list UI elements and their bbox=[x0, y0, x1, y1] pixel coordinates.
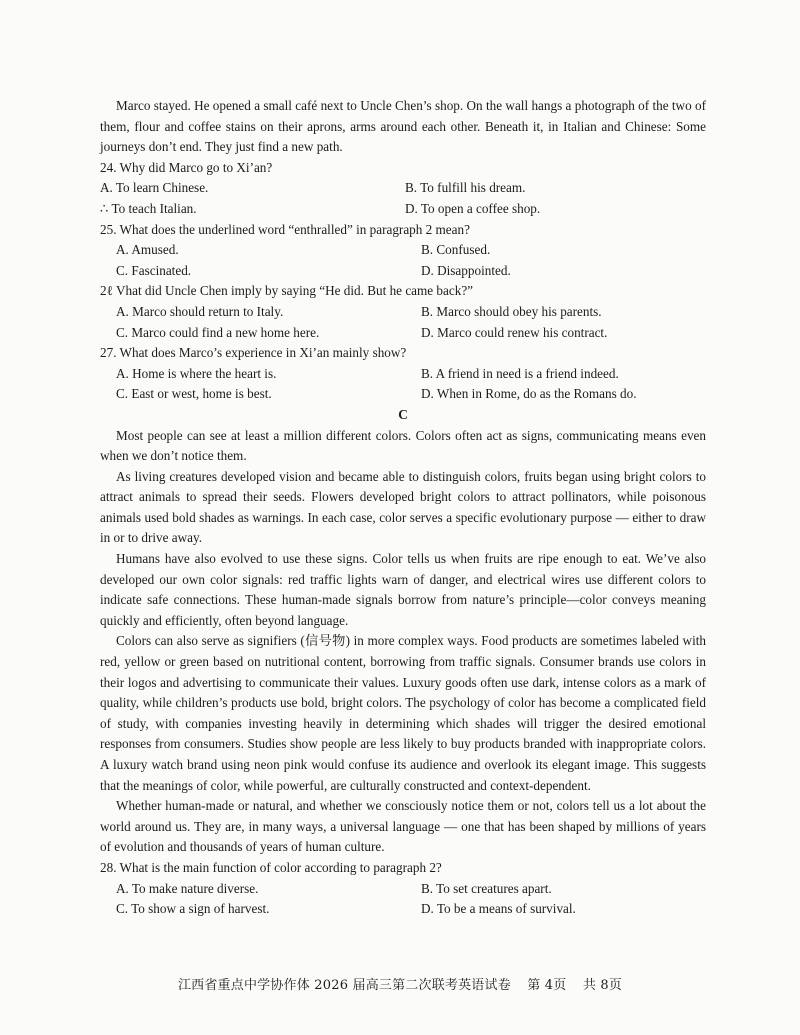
page-total: 共 8页 bbox=[582, 978, 623, 993]
option-a: A. To make nature diverse. bbox=[116, 880, 259, 896]
question-stem: 24. Why did Marco go to Xi’an? bbox=[100, 159, 273, 175]
passage-paragraph: As living creatures developed vision and became able to distinguish colors, fruits began using bright colors to attract animals to spread their seeds. Flowers developed bright colors to attract pollinators, while poisonous animals used bold shades as warnings. In each case, color serves a specific evolutionary purpose — either to draw in or to drive away. bbox=[100, 468, 706, 546]
option-c: C. Fascinated. bbox=[116, 262, 192, 278]
question-stem: 27. What does Marco’s experience in Xi’an mainly show? bbox=[100, 345, 407, 361]
question-stem: 25. What does the underlined word “enthralled” in paragraph 2 mean? bbox=[100, 221, 470, 237]
passage-paragraph: Whether human-made or natural, and whether we consciously notice them or not, colors tell us a lot about the world around us. They are, in many ways, a universal language — one that has been shaped by millions of years of evolution and thousands of years of human culture. bbox=[100, 798, 706, 855]
exam-title: 江西省重点中学协作体 2026 届高三第二次联考英语试卷 bbox=[177, 978, 511, 993]
option-c: C. To show a sign of harvest. bbox=[116, 901, 270, 917]
option-b: B. Marco should obey his parents. bbox=[421, 303, 602, 319]
passage-paragraph: Marco stayed. He opened a small café next to Uncle Chen’s shop. On the wall hangs a photograph of the two of them, flour and coffee stains on their aprons, arms around each other. Beneath it, in Italian and Chinese: Some journeys don’t end. They just find a new path. bbox=[100, 98, 706, 155]
option-d: D. To open a coffee shop. bbox=[405, 200, 541, 216]
section-heading: C bbox=[398, 406, 408, 422]
passage-paragraph: Humans have also evolved to use these signs. Color tells us when fruits are ripe enough to eat. We’ve also developed our own color signals: red traffic lights warn of danger, and electrical wires use different colors to indicate safe connections. These human-made signals borrow from nature’s principle—color conveys meaning quickly and efficiently, often beyond language. bbox=[100, 551, 706, 628]
page-content bbox=[100, 96, 706, 920]
option-a: A. To learn Chinese. bbox=[100, 180, 209, 196]
question-24 bbox=[100, 158, 706, 220]
option-c: C. East or west, home is best. bbox=[116, 386, 272, 402]
page-footer bbox=[0, 976, 800, 997]
option-a: A. Home is where the heart is. bbox=[116, 365, 277, 381]
option-b: B. A friend in need is a friend indeed. bbox=[421, 365, 619, 381]
option-a: A. Marco should return to Italy. bbox=[116, 303, 284, 319]
question-stem: 28. What is the main function of color according to paragraph 2? bbox=[100, 859, 442, 875]
question-25 bbox=[100, 220, 706, 282]
question-26 bbox=[100, 281, 706, 343]
option-b: B. To set creatures apart. bbox=[421, 880, 552, 896]
page-number: 第 4页 bbox=[527, 978, 567, 993]
option-d: D. When in Rome, do as the Romans do. bbox=[421, 386, 637, 402]
option-b: B. Confused. bbox=[421, 242, 491, 258]
question-27 bbox=[100, 343, 706, 405]
passage-paragraph: Most people can see at least a million different colors. Colors often act as signs, communicating means even when we don’t notice them. bbox=[100, 427, 706, 464]
option-c: C. Marco could find a new home here. bbox=[116, 324, 320, 340]
option-b: B. To fulfill his dream. bbox=[405, 180, 526, 196]
option-d: D. Marco could renew his contract. bbox=[421, 324, 608, 340]
option-a: A. Amused. bbox=[116, 242, 179, 258]
option-d: D. To be a means of survival. bbox=[421, 901, 576, 917]
passage-paragraph: Colors can also serve as signifiers (信号物) in more complex ways. Food products are sometimes labeled with red, yellow or green based on nutritional content, borrowing from traffic signals. Consumer brands use colors in their logos and advertising to communicate their values. Luxury goods often use dark, intense colors as a mark of quality, while children’s products use bold, bright colors. The psychology of color has become a complicated field of study, with companies investing heavily in determining which shades will trigger the desired emotional responses from consumers. Studies show people are less likely to buy products branded with inappropriate colors. A luxury watch brand using neon pink would confuse its audience and overlook its elegant image. This suggests that the meanings of color, while powerful, are culturally constructed and context-dependent. bbox=[100, 633, 706, 793]
question-stem: 2ℓ Vhat did Uncle Chen imply by saying “He did. But he came back?” bbox=[100, 283, 474, 299]
option-c: ∴ To teach Italian. bbox=[100, 200, 197, 216]
option-d: D. Disappointed. bbox=[421, 262, 511, 278]
question-28 bbox=[100, 858, 706, 920]
